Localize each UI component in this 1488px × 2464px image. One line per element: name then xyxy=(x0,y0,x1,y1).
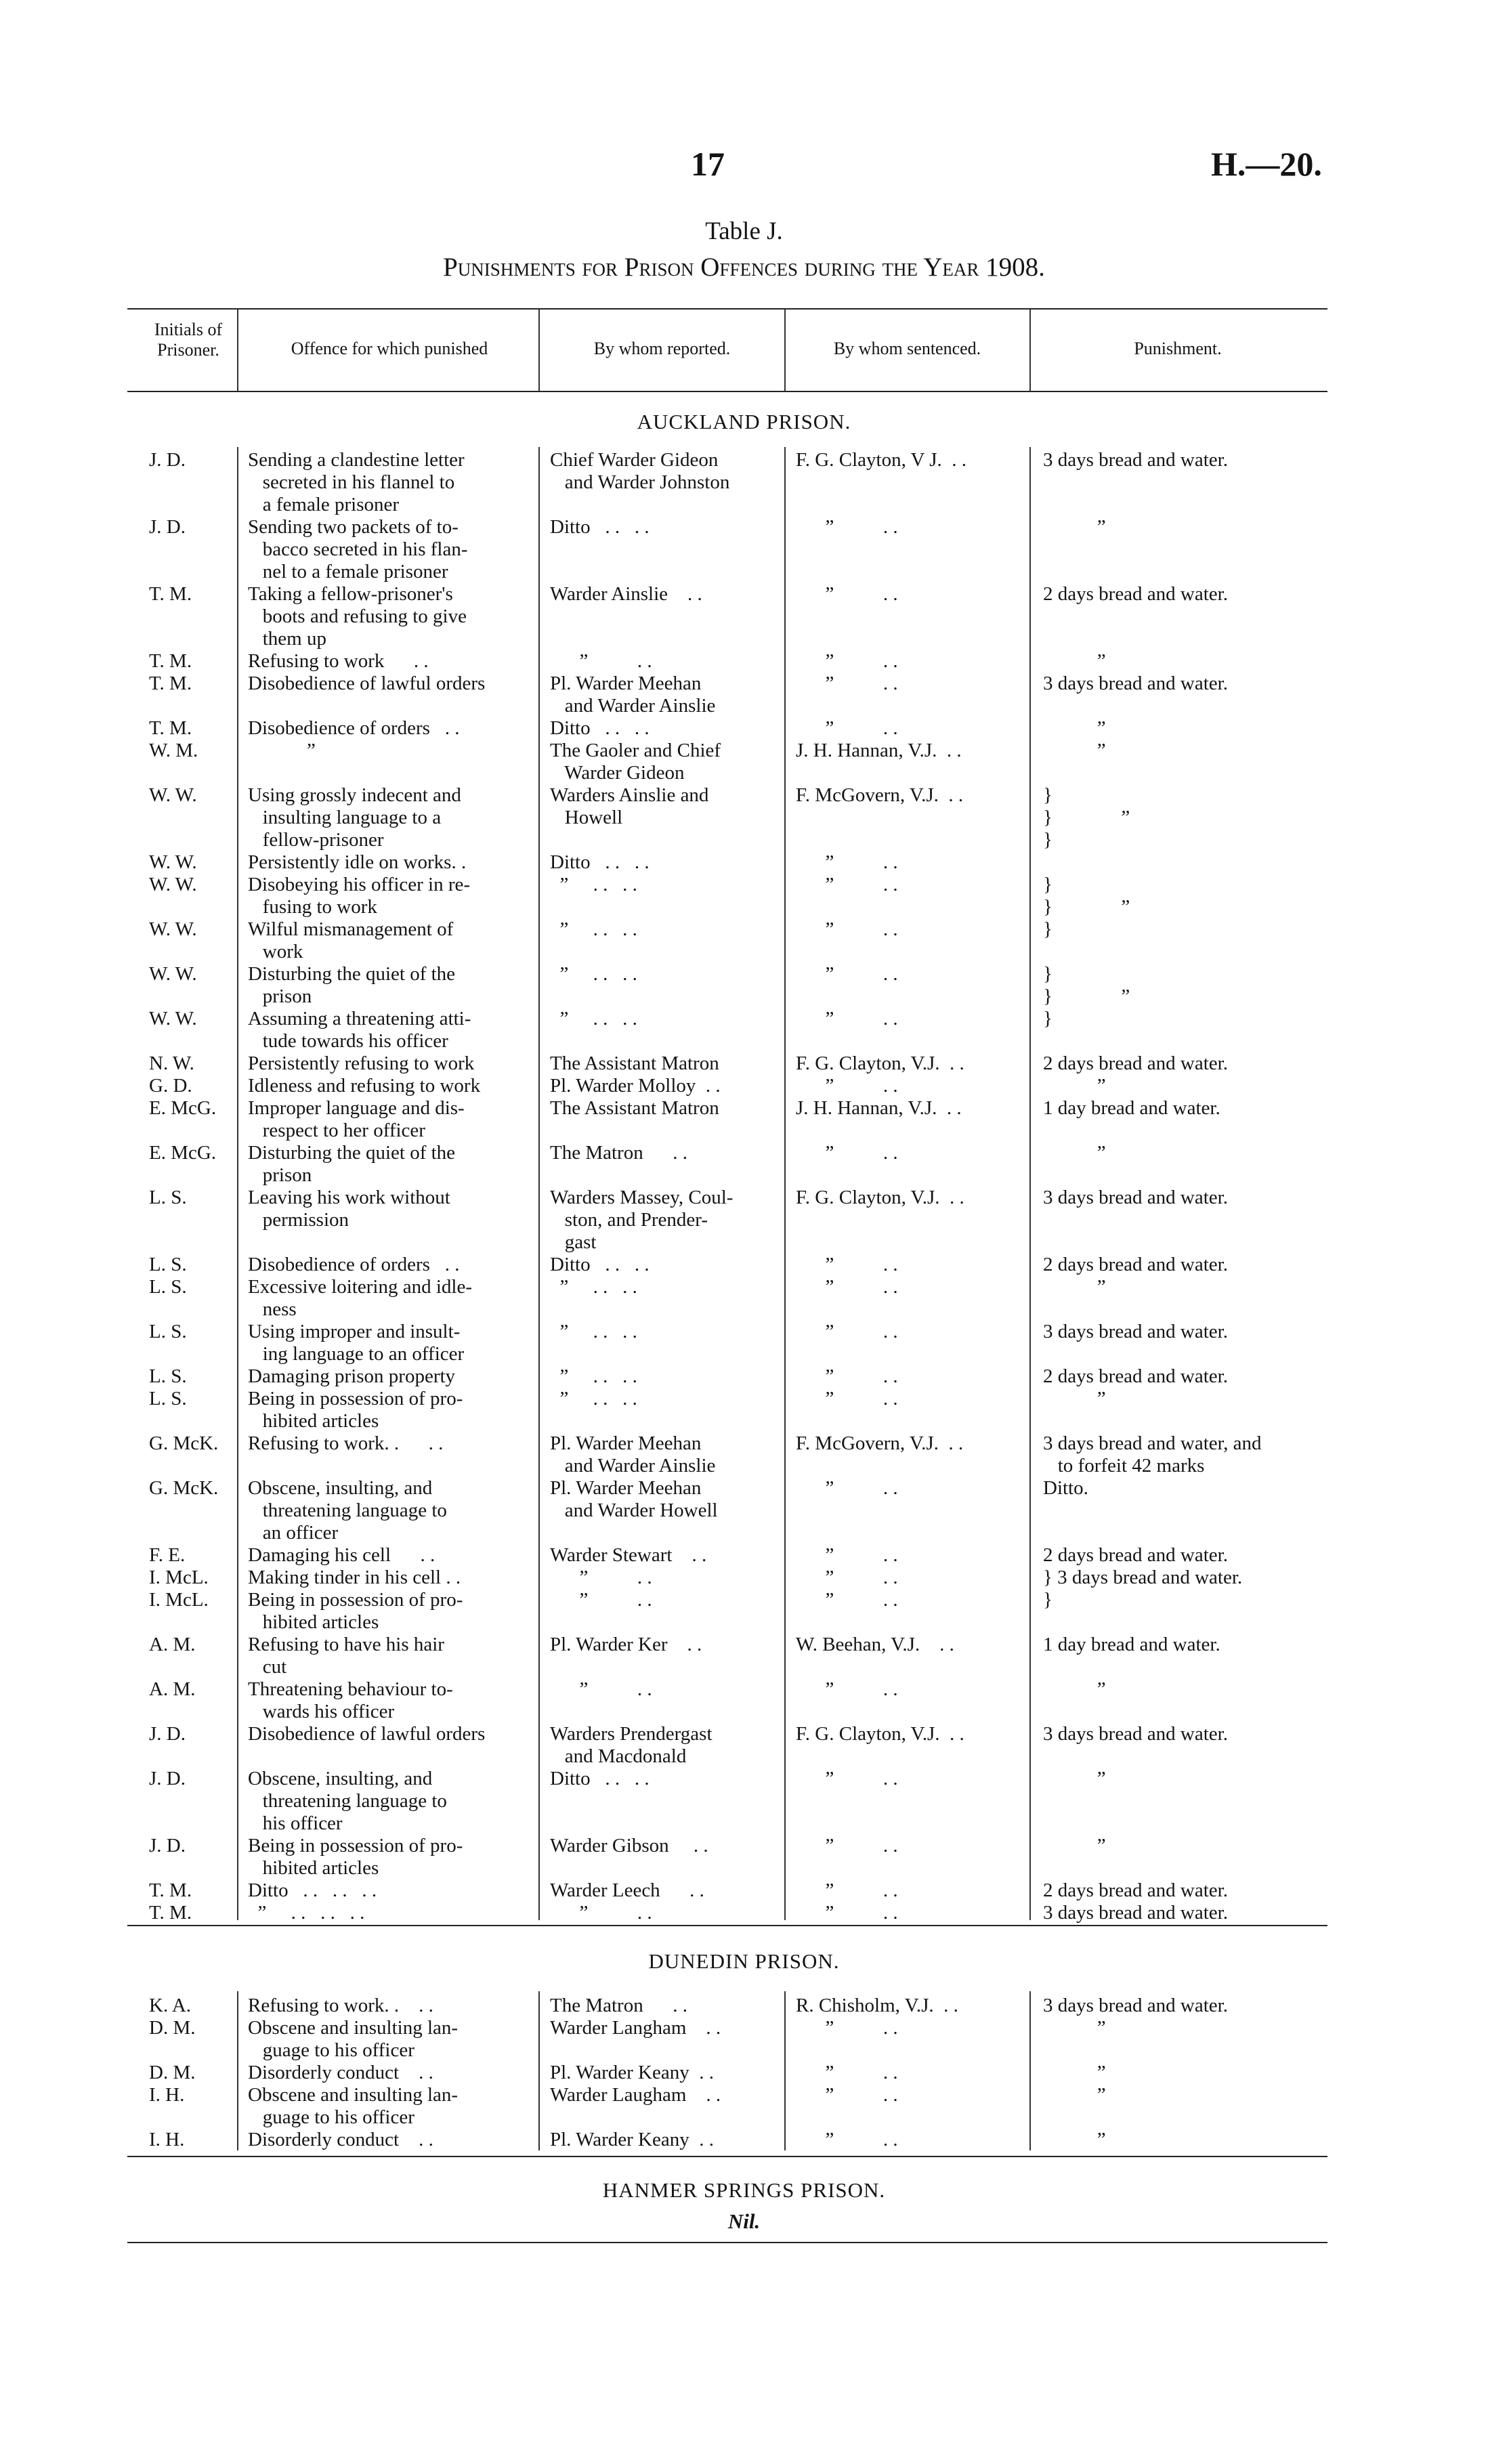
reported-cell: ” . . . . xyxy=(550,1388,637,1409)
offence-cell: Disobedience of orders . . xyxy=(248,1254,460,1275)
sentenced-cell: ” . . xyxy=(796,1678,898,1700)
reported-cell: ” . . xyxy=(550,1567,652,1588)
punishment-cell: } xyxy=(1043,874,1053,895)
reported-cell: and Warder Johnston xyxy=(550,471,730,493)
sentenced-cell: ” . . xyxy=(796,1835,898,1856)
punishment-cell: ” xyxy=(1043,1142,1106,1164)
sentenced-cell: ” . . xyxy=(796,2017,898,2039)
punishment-cell: } xyxy=(1043,1589,1053,1611)
initials-cell: J. D. xyxy=(149,1723,186,1745)
initials-cell: I. H. xyxy=(149,2129,185,2150)
initials-cell: K. A. xyxy=(149,1995,192,2016)
reported-cell: Warder Langham . . xyxy=(550,2017,721,2039)
reported-cell: ” . . . . xyxy=(550,1008,637,1029)
initials-cell: A. M. xyxy=(149,1634,196,1655)
top-rule xyxy=(127,308,1327,310)
initials-cell: T. M. xyxy=(149,1879,192,1901)
column-divider xyxy=(538,447,540,1920)
offence-cell: wards his officer xyxy=(248,1701,395,1722)
initials-cell: E. McG. xyxy=(149,1142,217,1164)
initials-cell: J. D. xyxy=(149,1768,186,1789)
punishment-cell: Ditto. xyxy=(1043,1477,1088,1499)
punishment-cell: to forfeit 42 marks xyxy=(1043,1455,1205,1477)
punishment-cell: } ” xyxy=(1043,896,1130,918)
offence-cell: fellow-prisoner xyxy=(248,829,384,851)
punishment-cell: 1 day bread and water. xyxy=(1043,1634,1220,1655)
punishment-cell: ” xyxy=(1043,2017,1106,2039)
reported-cell: Warder Leech . . xyxy=(550,1879,704,1901)
initials-cell: F. E. xyxy=(149,1544,186,1566)
reported-cell: ” . . . . xyxy=(550,874,637,895)
reported-cell: ” . . . . xyxy=(550,1365,637,1387)
punishment-cell: 1 day bread and water. xyxy=(1043,1097,1220,1119)
punishment-cell: ” xyxy=(1043,717,1106,739)
reported-cell: and Warder Ainslie xyxy=(550,1455,716,1477)
reported-cell: ” . . xyxy=(550,1902,652,1924)
initials-cell: D. M. xyxy=(149,2017,196,2039)
offence-cell: Being in possession of pro- xyxy=(248,1589,463,1611)
offence-cell: Making tinder in his cell . . xyxy=(248,1567,461,1588)
reported-cell: The Assistant Matron xyxy=(550,1097,719,1119)
offence-cell: Refusing to work . . xyxy=(248,650,429,672)
sentenced-cell: F. G. Clayton, V.J. . . xyxy=(796,1187,964,1208)
initials-cell: L. S. xyxy=(149,1321,187,1342)
punishment-cell: } xyxy=(1043,829,1053,851)
sentenced-cell: ” . . xyxy=(796,2129,898,2150)
reported-cell: Ditto . . . . xyxy=(550,717,650,739)
initials-cell: N. W. xyxy=(149,1053,194,1074)
initials-cell: A. M. xyxy=(149,1678,196,1700)
sentenced-cell: ” . . xyxy=(796,516,898,538)
initials-cell: J. D. xyxy=(149,1835,186,1856)
offence-cell: cut xyxy=(248,1656,287,1678)
punishment-cell: 2 days bread and water. xyxy=(1043,1053,1228,1074)
initials-cell: W. W. xyxy=(149,874,197,895)
reported-cell: The Gaoler and Chief xyxy=(550,740,721,761)
offence-cell: Obscene and insulting lan- xyxy=(248,2017,459,2039)
reported-cell: Howell xyxy=(550,807,623,828)
offence-cell: Using improper and insult- xyxy=(248,1321,461,1342)
punishment-cell: ” xyxy=(1043,1678,1106,1700)
offence-cell: an officer xyxy=(248,1522,339,1544)
offence-cell: Idleness and refusing to work xyxy=(248,1075,481,1097)
initials-cell: L. S. xyxy=(149,1187,187,1208)
offence-cell: nel to a female prisoner xyxy=(248,561,448,582)
punishment-cell: 3 days bread and water. xyxy=(1043,1902,1228,1924)
sentenced-cell: ” . . xyxy=(796,717,898,739)
punishment-cell: 3 days bread and water. xyxy=(1043,673,1228,694)
sentenced-cell: ” . . xyxy=(796,1902,898,1924)
reported-cell: Pl. Warder Keany . . xyxy=(550,2129,714,2150)
initials-cell: J. D. xyxy=(149,516,186,538)
initials-cell: W. W. xyxy=(149,918,197,940)
offence-cell: threatening language to xyxy=(248,1790,447,1812)
reported-cell: Warders Massey, Coul- xyxy=(550,1187,734,1208)
punishment-cell: 3 days bread and water. xyxy=(1043,1187,1228,1208)
offence-cell: ness xyxy=(248,1298,297,1320)
sentenced-cell: ” . . xyxy=(796,1544,898,1566)
offence-cell: permission xyxy=(248,1209,349,1231)
initials-cell: G. McK. xyxy=(149,1432,219,1454)
header-bottom-rule xyxy=(127,391,1327,392)
punishment-cell: ” xyxy=(1043,2084,1106,2106)
column-divider xyxy=(784,447,786,1920)
header-punishment: Punishment. xyxy=(1134,339,1222,358)
offence-cell: his officer xyxy=(248,1812,343,1834)
offence-cell: boots and refusing to give xyxy=(248,606,467,627)
header-initials: Initials of Prisoner. xyxy=(154,320,223,360)
offence-cell: Taking a fellow-prisoner's xyxy=(248,583,453,605)
offence-cell: ” xyxy=(248,740,316,761)
offence-cell: respect to her officer xyxy=(248,1120,425,1141)
offence-cell: work xyxy=(248,941,303,962)
reported-cell: The Assistant Matron xyxy=(550,1053,719,1074)
sentenced-cell: F. McGovern, V.J. . . xyxy=(796,784,964,806)
offence-cell: Obscene and insulting lan- xyxy=(248,2084,459,2106)
offence-cell: Persistently refusing to work xyxy=(248,1053,475,1074)
punishment-cell: ” xyxy=(1043,740,1106,761)
offence-cell: Excessive loitering and idle- xyxy=(248,1276,472,1298)
punishment-cell: } xyxy=(1043,918,1053,940)
sentenced-cell: ” . . xyxy=(796,1321,898,1342)
sentenced-cell: ” . . xyxy=(796,963,898,985)
punishment-cell: ” xyxy=(1043,1276,1106,1298)
sentenced-cell: ” . . xyxy=(796,1879,898,1901)
punishment-cell: 3 days bread and water. xyxy=(1043,1723,1228,1745)
offence-cell: Being in possession of pro- xyxy=(248,1835,463,1856)
offence-cell: Disobedience of lawful orders xyxy=(248,673,486,694)
initials-cell: E. McG. xyxy=(149,1097,217,1119)
offence-cell: Sending a clandestine letter xyxy=(248,449,465,471)
section-hanmer: HANMER SPRINGS PRISON. xyxy=(602,2178,886,2202)
sentenced-cell: J. H. Hannan, V.J. . . xyxy=(796,740,962,761)
offence-cell: secreted in his flannel to xyxy=(248,471,455,493)
initials-cell: L. S. xyxy=(149,1365,187,1387)
offence-cell: Leaving his work without xyxy=(248,1187,450,1208)
reported-cell: Ditto . . . . xyxy=(550,1768,650,1789)
sentenced-cell: ” . . xyxy=(796,1388,898,1409)
reported-cell: Pl. Warder Ker . . xyxy=(550,1634,702,1655)
page-number: 17 xyxy=(691,145,725,183)
offence-cell: Disobeying his officer in re- xyxy=(248,874,471,895)
initials-cell: I. McL. xyxy=(149,1589,209,1611)
initials-cell: I. H. xyxy=(149,2084,185,2106)
reported-cell: Warder Stewart . . xyxy=(550,1544,707,1566)
punishment-cell: ” xyxy=(1043,1388,1106,1409)
column-divider xyxy=(538,1991,540,2150)
reported-cell: Ditto . . . . xyxy=(550,1254,650,1275)
table-title: Table J. xyxy=(705,217,783,245)
offence-cell: Disorderly conduct . . xyxy=(248,2129,433,2150)
reported-cell: Chief Warder Gideon xyxy=(550,449,719,471)
sentenced-cell: F. G. Clayton, V J. . . xyxy=(796,449,967,471)
reported-cell: ” . . xyxy=(550,1589,652,1611)
column-divider xyxy=(784,1991,786,2150)
sentenced-cell: ” . . xyxy=(796,1477,898,1499)
reported-cell: ” . . . . xyxy=(550,918,637,940)
initials-cell: D. M. xyxy=(149,2062,196,2083)
offence-cell: ” . . . . . . xyxy=(248,1902,365,1924)
offence-cell: Assuming a threatening atti- xyxy=(248,1008,471,1029)
initials-cell: W. W. xyxy=(149,1008,197,1029)
offence-cell: Refusing to work. . . . xyxy=(248,1432,444,1454)
punishment-cell: 2 days bread and water. xyxy=(1043,1544,1228,1566)
column-divider xyxy=(1029,447,1031,1920)
offence-cell: Refusing to work. . . . xyxy=(248,1995,433,2016)
initials-cell: T. M. xyxy=(149,583,192,605)
section-rule xyxy=(127,1925,1327,1926)
sentenced-cell: F. G. Clayton, V.J. . . xyxy=(796,1053,964,1074)
bottom-rule xyxy=(127,2242,1327,2243)
initials-cell: T. M. xyxy=(149,717,192,739)
reported-cell: Ditto . . . . xyxy=(550,516,650,538)
punishment-cell: } ” xyxy=(1043,807,1130,828)
initials-cell: J. D. xyxy=(149,449,186,471)
offence-cell: them up xyxy=(248,628,326,650)
reported-cell: ” . . . . xyxy=(550,1321,637,1342)
initials-cell: T. M. xyxy=(149,1902,192,1924)
reported-cell: Warders Ainslie and xyxy=(550,784,709,806)
reported-cell: and Warder Howell xyxy=(550,1500,718,1521)
reported-cell: Warder Gideon xyxy=(550,762,685,784)
offence-cell: Refusing to have his hair xyxy=(248,1634,444,1655)
punishment-cell: ” xyxy=(1043,516,1106,538)
sentenced-cell: ” . . xyxy=(796,1589,898,1611)
section-rule xyxy=(127,2156,1327,2157)
column-divider xyxy=(237,1991,238,2150)
reported-cell: ” . . xyxy=(550,650,652,672)
reported-cell: Warder Gibson . . xyxy=(550,1835,708,1856)
offence-cell: guage to his officer xyxy=(248,2039,414,2061)
offence-cell: hibited articles xyxy=(248,1611,379,1633)
sentenced-cell: F. G. Clayton, V.J. . . xyxy=(796,1723,964,1745)
sentenced-cell: ” . . xyxy=(796,1142,898,1164)
sentenced-cell: ” . . xyxy=(796,874,898,895)
initials-cell: G. D. xyxy=(149,1075,192,1097)
offence-cell: Using grossly indecent and xyxy=(248,784,461,806)
sentenced-cell: ” . . xyxy=(796,1008,898,1029)
offence-cell: Obscene, insulting, and xyxy=(248,1477,433,1499)
offence-cell: Obscene, insulting, and xyxy=(248,1768,433,1789)
sentenced-cell: ” . . xyxy=(796,918,898,940)
offence-cell: Wilful mismanagement of xyxy=(248,918,454,940)
offence-cell: a female prisoner xyxy=(248,494,400,515)
reported-cell: Warders Prendergast xyxy=(550,1723,713,1745)
punishment-cell: ” xyxy=(1043,650,1106,672)
reported-cell: ” . . . . xyxy=(550,963,637,985)
initials-cell: G. McK. xyxy=(149,1477,219,1499)
header-offence: Offence for which punished xyxy=(291,339,488,358)
initials-cell: L. S. xyxy=(149,1254,187,1275)
punishment-cell: ” xyxy=(1043,2062,1106,2083)
column-divider xyxy=(1029,1991,1031,2150)
initials-cell: T. M. xyxy=(149,673,192,694)
sentenced-cell: J. H. Hannan, V.J. . . xyxy=(796,1097,962,1119)
punishment-cell: 2 days bread and water. xyxy=(1043,583,1228,605)
offence-cell: Persistently idle on works. . xyxy=(248,851,467,873)
offence-cell: Disturbing the quiet of the xyxy=(248,1142,456,1164)
sentenced-cell: ” . . xyxy=(796,1567,898,1588)
header-reported: By whom reported. xyxy=(593,339,731,358)
initials-cell: L. S. xyxy=(149,1388,187,1409)
offence-cell: bacco secreted in his flan- xyxy=(248,538,468,560)
punishment-cell: ” xyxy=(1043,2129,1106,2150)
initials-cell: W. W. xyxy=(149,784,197,806)
initials-cell: W. W. xyxy=(149,851,197,873)
section-auckland: AUCKLAND PRISON. xyxy=(637,410,851,433)
offence-cell: guage to his officer xyxy=(248,2106,414,2128)
table-subtitle: Punishments for Prison Offences during the Year 1908. xyxy=(443,253,1045,282)
offence-cell: Improper language and dis- xyxy=(248,1097,465,1119)
reported-cell: ston, and Prender- xyxy=(550,1209,708,1231)
sentenced-cell: ” . . xyxy=(796,2062,898,2083)
punishment-cell: 2 days bread and water. xyxy=(1043,1365,1228,1387)
initials-cell: I. McL. xyxy=(149,1567,209,1588)
offence-cell: Threatening behaviour to- xyxy=(248,1678,453,1700)
reported-cell: and Macdonald xyxy=(550,1745,687,1767)
offence-cell: hibited articles xyxy=(248,1410,379,1432)
reported-cell: ” . . xyxy=(550,1678,652,1700)
offence-cell: Disobedience of orders . . xyxy=(248,717,460,739)
column-divider xyxy=(784,310,786,391)
reported-cell: Pl. Warder Keany . . xyxy=(550,2062,714,2083)
column-divider xyxy=(237,310,238,391)
punishment-cell: ” xyxy=(1043,1768,1106,1789)
initials-cell: T. M. xyxy=(149,650,192,672)
sentenced-cell: ” . . xyxy=(796,673,898,694)
punishment-cell: } xyxy=(1043,963,1053,985)
initials-cell: W. M. xyxy=(149,740,198,761)
reported-cell: ” . . . . xyxy=(550,1276,637,1298)
reported-cell: Warder Laugham . . xyxy=(550,2084,721,2106)
punishment-cell: 3 days bread and water. xyxy=(1043,1995,1228,2016)
sentenced-cell: ” . . xyxy=(796,1276,898,1298)
offence-cell: Disturbing the quiet of the xyxy=(248,963,456,985)
offence-cell: fusing to work xyxy=(248,896,377,918)
sentenced-cell: ” . . xyxy=(796,851,898,873)
sentenced-cell: ” . . xyxy=(796,2084,898,2106)
offence-cell: tude towards his officer xyxy=(248,1030,448,1052)
header-sentenced: By whom sentenced. xyxy=(833,339,981,358)
reported-cell: and Warder Ainslie xyxy=(550,695,716,717)
initials-cell: L. S. xyxy=(149,1276,187,1298)
sentenced-cell: F. McGovern, V.J. . . xyxy=(796,1432,964,1454)
offence-cell: prison xyxy=(248,985,312,1007)
offence-cell: Being in possession of pro- xyxy=(248,1388,463,1409)
reported-cell: Pl. Warder Molloy . . xyxy=(550,1075,721,1097)
sentenced-cell: ” . . xyxy=(796,1365,898,1387)
offence-cell: Sending two packets of to- xyxy=(248,516,459,538)
reported-cell: The Matron . . xyxy=(550,1995,687,2016)
reported-cell: Pl. Warder Meehan xyxy=(550,1432,702,1454)
punishment-cell: 2 days bread and water. xyxy=(1043,1879,1228,1901)
sentenced-cell: ” . . xyxy=(796,1254,898,1275)
offence-cell: Disorderly conduct . . xyxy=(248,2062,433,2083)
reported-cell: Pl. Warder Meehan xyxy=(550,673,702,694)
punishment-cell: ” xyxy=(1043,1835,1106,1856)
offence-cell: threatening language to xyxy=(248,1500,447,1521)
column-divider xyxy=(237,447,238,1920)
reported-cell: Ditto . . . . xyxy=(550,851,650,873)
column-divider xyxy=(538,310,540,391)
offence-cell: hibited articles xyxy=(248,1857,379,1879)
offence-cell: Damaging his cell . . xyxy=(248,1544,435,1566)
punishment-cell: 3 days bread and water. xyxy=(1043,1321,1228,1342)
offence-cell: ing language to an officer xyxy=(248,1343,465,1365)
offence-cell: Disobedience of lawful orders xyxy=(248,1723,486,1745)
punishment-cell: 3 days bread and water. xyxy=(1043,449,1228,471)
sentenced-cell: R. Chisholm, V.J. . . xyxy=(796,1995,958,2016)
offence-cell: prison xyxy=(248,1164,312,1186)
document-reference: H.—20. xyxy=(1211,145,1322,183)
offence-cell: insulting language to a xyxy=(248,807,442,828)
punishment-cell: } ” xyxy=(1043,985,1130,1007)
punishment-cell: } 3 days bread and water. xyxy=(1043,1567,1243,1588)
initials-cell: W. W. xyxy=(149,963,197,985)
offence-cell: Ditto . . . . . . xyxy=(248,1879,377,1901)
column-divider xyxy=(1029,310,1031,391)
sentenced-cell: ” . . xyxy=(796,650,898,672)
reported-cell: Pl. Warder Meehan xyxy=(550,1477,702,1499)
reported-cell: Warder Ainslie . . xyxy=(550,583,702,605)
punishment-cell: ” xyxy=(1043,1075,1106,1097)
sentenced-cell: W. Beehan, V.J. . . xyxy=(796,1634,954,1655)
punishment-cell: } xyxy=(1043,784,1053,806)
sentenced-cell: ” . . xyxy=(796,1768,898,1789)
reported-cell: gast xyxy=(550,1231,597,1253)
reported-cell: The Matron . . xyxy=(550,1142,687,1164)
punishment-cell: 2 days bread and water. xyxy=(1043,1254,1228,1275)
sentenced-cell: ” . . xyxy=(796,1075,898,1097)
hanmer-nil-note: Nil. xyxy=(727,2209,761,2233)
punishment-cell: } xyxy=(1043,1008,1053,1029)
offence-cell: Damaging prison property xyxy=(248,1365,456,1387)
punishment-cell: 3 days bread and water, and xyxy=(1043,1432,1262,1454)
section-dunedin: DUNEDIN PRISON. xyxy=(648,1949,840,1973)
sentenced-cell: ” . . xyxy=(796,583,898,605)
